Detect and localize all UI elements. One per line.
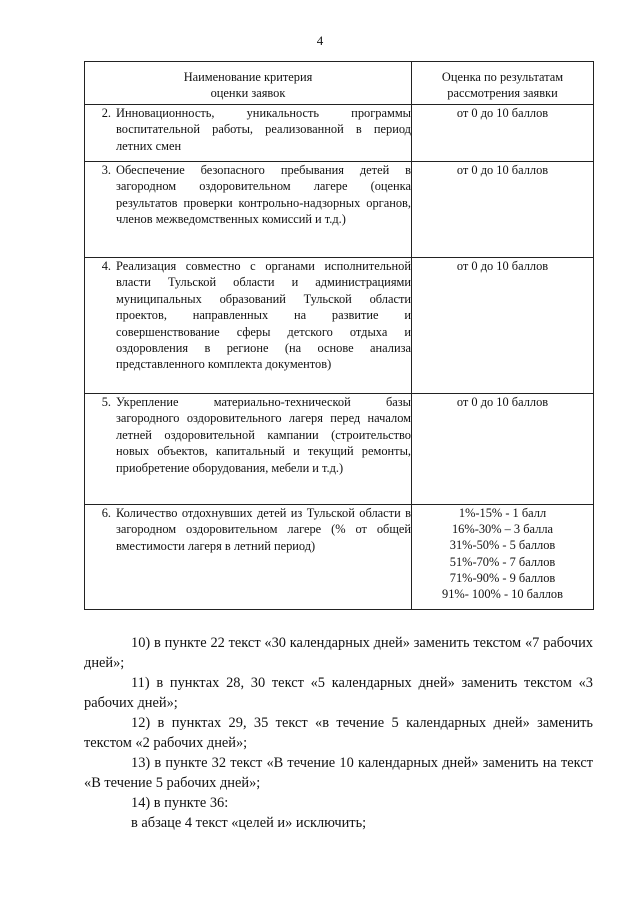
score-cell (412, 162, 594, 258)
score-header-line1: Оценка по результатам (441, 70, 564, 84)
criterion-cell (85, 162, 412, 258)
score-scale-item: 51%-70% - 7 баллов (449, 554, 556, 569)
criteria-table (84, 61, 594, 610)
amendments-text (84, 633, 593, 833)
score-cell (412, 505, 594, 610)
criterion-cell (85, 394, 412, 505)
paragraph: 10) в пункте 22 текст «30 календарных дней» заменить текстом «7 рабочих дней»; (84, 635, 593, 671)
score-scale (412, 505, 593, 602)
score-scale-item: 16%-30% – 3 балла (451, 522, 553, 537)
criterion-cell (85, 258, 412, 394)
criterion-text: Реализация совместно с органами исполнительной власти Тульской области и администрациями муниципальных образований Тульской области проектов, направленных на развитие и совершенствование сферы детского отдыха и оздоровления в регионе (на основе анализа представленного комплекта документов) (116, 259, 411, 372)
table-row (85, 394, 594, 505)
page-number: 4 (316, 33, 324, 48)
criterion-number: 2. (101, 106, 111, 120)
criterion-header-line1: Наименование критерия (183, 70, 313, 84)
criterion-text: Количество отдохнувших детей из Тульской области в загородном оздоровительном лагере (% от общей вместимости лагеря в летний период) (116, 506, 411, 553)
criterion-text: Обеспечение безопасного пребывания детей в загородном оздоровительном лагере (оценка результатов проверки контрольно-надзорных органов, членов межведомственных комиссий и т.д.) (116, 163, 411, 227)
paragraph: 12) в пунктах 29, 35 текст «в течение 5 календарных дней» заменить текстом «2 рабочих дней»; (84, 715, 593, 751)
score-cell (412, 394, 594, 505)
paragraph: в абзаце 4 текст «целей и» исключить; (131, 815, 367, 831)
criterion-header (85, 62, 412, 105)
criterion-number: 6. (101, 506, 111, 520)
score-scale-item: 31%-50% - 5 баллов (449, 538, 556, 553)
criterion-cell (85, 105, 412, 162)
table-row (85, 505, 594, 610)
paragraph: 13) в пункте 32 текст «В течение 10 календарных дней» заменить на текст «В течение 5 рабочих дней»; (84, 755, 593, 791)
score-scale-item: 91%- 100% - 10 баллов (442, 587, 563, 602)
score-header (412, 62, 594, 105)
table-row (85, 258, 594, 394)
score-value: от 0 до 10 баллов (456, 259, 549, 273)
score-value: от 0 до 10 баллов (456, 106, 549, 120)
criterion-cell (85, 505, 412, 610)
score-header-line2: рассмотрения заявки (447, 86, 558, 101)
paragraph: 11) в пунктах 28, 30 текст «5 календарных дней» заменить текстом «3 рабочих дней»; (84, 675, 593, 711)
criterion-header-line2: оценки заявок (210, 86, 286, 101)
paragraph: 14) в пункте 36: (131, 795, 229, 811)
table-row (85, 162, 594, 258)
criterion-text: Инновационность, уникальность программы воспитательной работы, реализованной в период летних смен (116, 106, 411, 153)
table-header-row (85, 62, 594, 105)
criterion-number: 5. (101, 395, 111, 409)
criterion-text: Укрепление материально-технической базы загородного оздоровительного лагеря перед началом летней оздоровительной кампании (строительство новых объектов, капитальный и текущий ремонты, приобретение оборудования, мебели и т.д.) (116, 395, 411, 475)
score-value: от 0 до 10 баллов (456, 163, 549, 177)
score-scale-item: 71%-90% - 9 баллов (449, 570, 556, 585)
score-scale-item: 1%-15% - 1 балл (458, 506, 547, 520)
criterion-number: 4. (101, 259, 111, 273)
table-row (85, 105, 594, 162)
score-cell (412, 105, 594, 162)
criterion-number: 3. (101, 163, 111, 177)
score-cell (412, 258, 594, 394)
score-value: от 0 до 10 баллов (456, 395, 549, 409)
